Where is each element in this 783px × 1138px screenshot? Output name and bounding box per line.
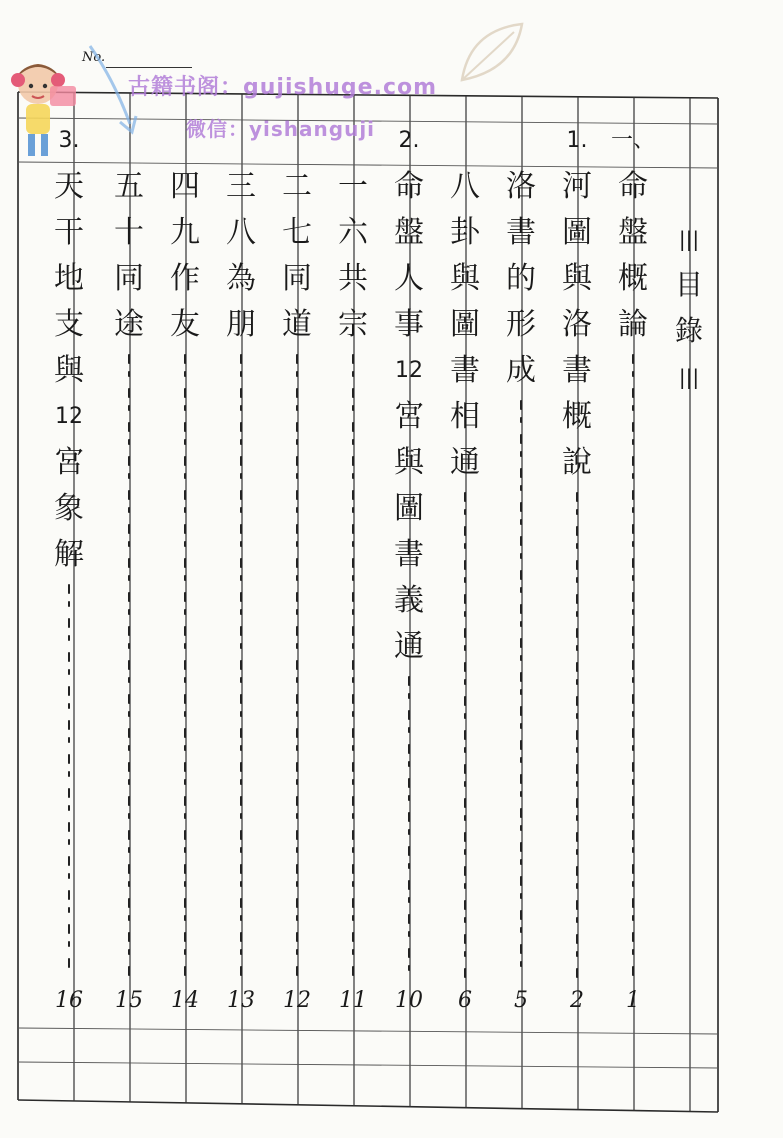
toc-entry-title	[100, 164, 158, 348]
title-mark-top: |||	[678, 227, 700, 251]
toc-page-number: 2	[570, 988, 584, 1013]
toc-entry-char: 與	[450, 261, 480, 296]
toc-entry-char: 三	[226, 169, 256, 204]
toc-entry-char: 八	[450, 169, 480, 204]
toc-entry-spacer	[324, 118, 382, 164]
toc-entry[interactable]	[436, 118, 494, 1108]
toc-entry-title	[212, 164, 270, 348]
toc-entry-char: 支	[54, 307, 84, 342]
toc-entry-spacer	[100, 118, 158, 164]
toc-entry-char: 的	[506, 261, 536, 296]
toc-entry-char: 十	[114, 215, 144, 250]
toc-entry[interactable]	[324, 118, 382, 1108]
toc-entry-char: 盤	[394, 215, 424, 250]
toc-entry-char: 12	[55, 404, 83, 429]
toc-entry-char: 命	[394, 169, 424, 204]
toc-entry-title	[492, 164, 550, 394]
toc-entry-char: 形	[506, 307, 536, 342]
toc-entry-char: 通	[450, 445, 480, 480]
toc-page-number: 10	[395, 988, 423, 1013]
toc-entry-char: 書	[394, 537, 424, 572]
toc-entry-char: 書	[506, 215, 536, 250]
toc-entry-spacer	[212, 118, 270, 164]
toc-entry-char: 途	[114, 307, 144, 342]
toc-entry-char: 宮	[394, 399, 424, 434]
toc-entry-char: 與	[394, 445, 424, 480]
toc-page-number: 16	[55, 988, 83, 1013]
toc-entry-char: 與	[54, 353, 84, 388]
toc-entry-char: 友	[170, 307, 200, 342]
toc-entry-spacer	[436, 118, 494, 164]
toc-entry-char: 八	[226, 215, 256, 250]
toc-entry-char: 說	[562, 445, 592, 480]
toc-entry-char: 象	[54, 491, 84, 526]
title-char-2: 錄	[674, 314, 703, 347]
toc-entry-char: 為	[226, 261, 256, 296]
toc-entry-char: 人	[394, 261, 424, 296]
toc-entry-char: 七	[282, 215, 312, 250]
toc-entry-char: 書	[450, 353, 480, 388]
toc-entry-char: 圖	[450, 307, 480, 342]
toc-entry-char: 同	[282, 261, 312, 296]
toc-entry-char: 一	[338, 169, 368, 204]
toc-entry[interactable]	[156, 118, 214, 1108]
toc-entry-char: 洛	[562, 307, 592, 342]
watermark-site: 古籍书阁：gujishuge.com	[128, 75, 438, 100]
toc-entry-char: 相	[450, 399, 480, 434]
toc-entry-title	[156, 164, 214, 348]
toc-entry-spacer	[268, 118, 326, 164]
toc-entry-char: 道	[282, 307, 312, 342]
toc-page-number: 1	[626, 988, 640, 1013]
title-column	[660, 118, 718, 1108]
toc-entry-title	[380, 164, 438, 670]
toc-entry-char: 九	[170, 215, 200, 250]
toc-entry-char: 同	[114, 261, 144, 296]
toc-entry-char: 作	[170, 261, 200, 296]
toc-entry[interactable]	[548, 118, 606, 1108]
toc-entry-char: 書	[562, 353, 592, 388]
toc-entry-char: 朋	[226, 307, 256, 342]
toc-entry-char: 概	[618, 261, 648, 296]
toc-entry[interactable]	[380, 118, 438, 1108]
toc-entry-title	[40, 164, 98, 578]
toc-entry[interactable]	[40, 118, 98, 1108]
toc-entry[interactable]	[604, 118, 662, 1108]
toc-page-number: 13	[227, 988, 255, 1013]
toc-entry-char: 卦	[450, 215, 480, 250]
toc-entry-char: 四	[170, 169, 200, 204]
toc-page-number: 6	[458, 988, 472, 1013]
leaf-watermark-icon	[452, 18, 532, 88]
toc-entry-char: 圖	[394, 491, 424, 526]
toc-entry-title	[548, 164, 606, 486]
toc-entry-title	[604, 164, 662, 348]
toc-entry-char: 天	[54, 169, 84, 204]
toc-entry-char: 義	[394, 583, 424, 618]
toc-entry-spacer	[156, 118, 214, 164]
toc-entry-number: 1.	[566, 128, 588, 153]
toc-entry-number: 一、	[610, 128, 655, 153]
toc-page-number: 11	[339, 988, 367, 1013]
toc-entry-char: 干	[54, 215, 84, 250]
toc-entry-char: 解	[54, 537, 84, 572]
toc-entry-char: 洛	[506, 169, 536, 204]
toc-page-number: 12	[283, 988, 311, 1013]
toc-entry-number: 2.	[398, 128, 420, 153]
toc-entry-char: 圖	[562, 215, 592, 250]
toc-entry-char: 命	[618, 169, 648, 204]
toc-entry-char: 宗	[338, 307, 368, 342]
title-char-1: 目	[674, 268, 703, 301]
toc-entry-number: 3.	[58, 128, 80, 153]
toc-entry-char: 二	[282, 169, 312, 204]
toc-entry[interactable]	[212, 118, 270, 1108]
toc-entry-char: 概	[562, 399, 592, 434]
toc-entry[interactable]	[100, 118, 158, 1108]
toc-entry-char: 六	[338, 215, 368, 250]
toc-entry[interactable]	[492, 118, 550, 1108]
toc-entry-char: 宮	[54, 445, 84, 480]
toc-page-number: 15	[115, 988, 143, 1013]
title-mark-bottom: |||	[678, 365, 700, 389]
toc-entry-char: 成	[506, 353, 536, 388]
toc-entry-char: 通	[394, 629, 424, 664]
toc-entry-title	[436, 164, 494, 486]
toc-entry-char: 12	[395, 358, 423, 383]
toc-entry-char: 論	[618, 307, 648, 342]
toc-entry-char: 河	[562, 169, 592, 204]
toc-entry[interactable]	[268, 118, 326, 1108]
watermark-wechat: 微信：yishanguji	[186, 117, 376, 141]
toc-entry-char: 盤	[618, 215, 648, 250]
toc-page-number: 5	[514, 988, 528, 1013]
toc-page-number: 14	[171, 988, 199, 1013]
toc-entry-title	[324, 164, 382, 348]
toc-entry-char: 共	[338, 261, 368, 296]
toc-entry-char: 五	[114, 169, 144, 204]
header-number-label: No.	[82, 50, 106, 65]
toc-entry-spacer	[492, 118, 550, 164]
toc-entry-char: 事	[394, 307, 424, 342]
toc-entry-title	[268, 164, 326, 348]
toc-entry-char: 地	[54, 261, 84, 296]
toc-entry-char: 與	[562, 261, 592, 296]
